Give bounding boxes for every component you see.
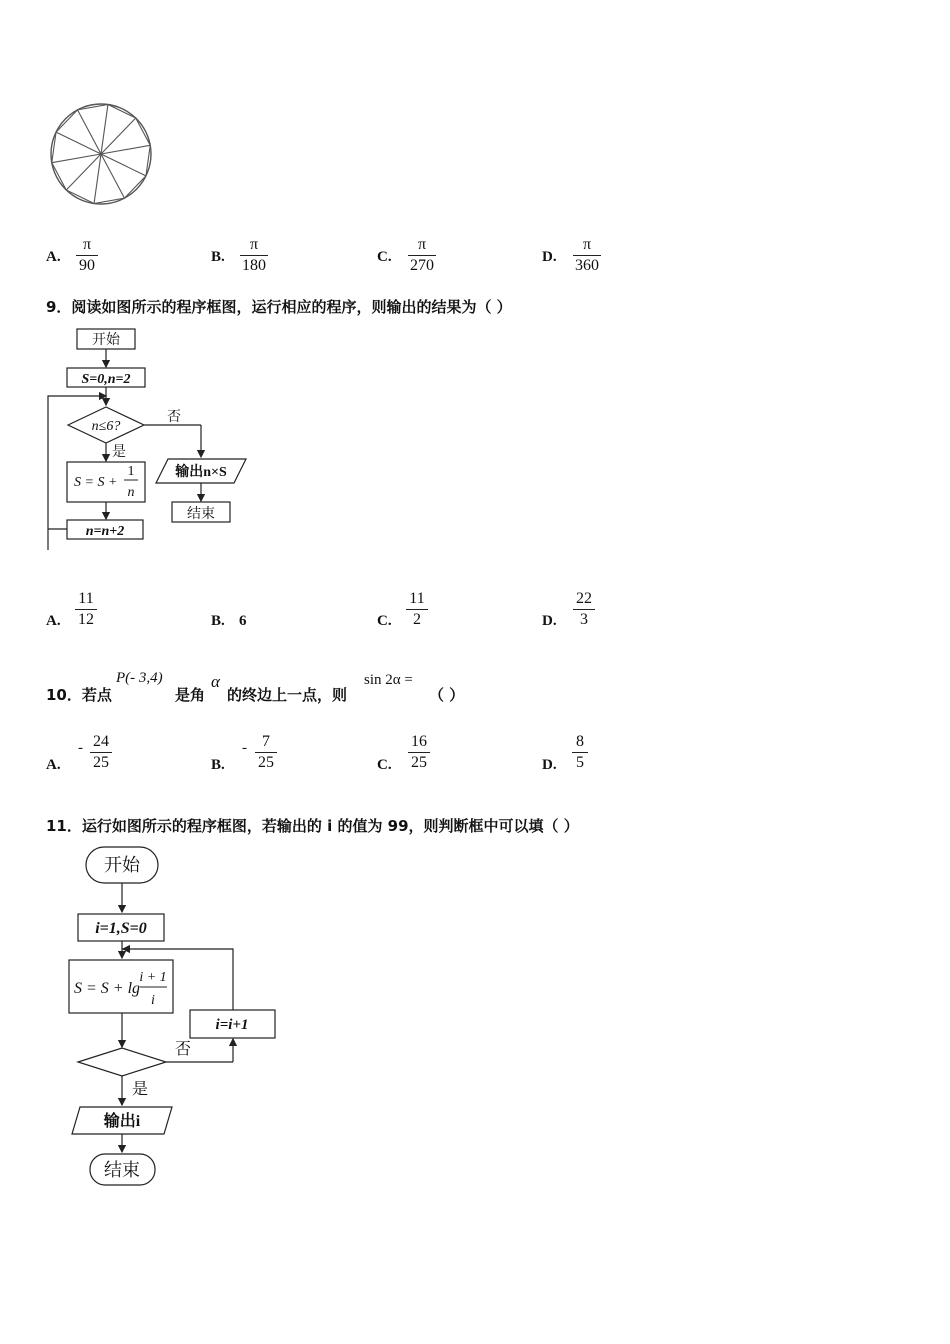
q8-option-a-fraction: π 90 (76, 236, 98, 275)
q9-yes-label: 是 (112, 445, 126, 460)
q11-output-text: 输出i (103, 1113, 141, 1130)
q9-start-text: 开始 (92, 333, 120, 348)
q10-option-a-label: A. (46, 757, 61, 773)
q10-mid: 是角 (175, 686, 206, 704)
q10-option-b-label: B. (211, 757, 225, 773)
q9-end-text: 结束 (187, 507, 215, 522)
q11-init-text: i=1,S=0 (95, 920, 147, 937)
sector-radius (101, 154, 124, 198)
q10-option-c-fraction: 16 25 (408, 733, 430, 772)
q9-option-b-value: 6 (239, 613, 247, 629)
q10-question (46, 670, 646, 710)
q9-sum-left: S = S + (74, 475, 118, 490)
sector-radius (94, 154, 101, 204)
q9-init-text: S=0,n=2 (81, 372, 131, 387)
q9-option-c-fraction: 11 2 (406, 590, 428, 629)
q9-option-c-label: C. (377, 613, 392, 629)
q8-option-b-label: B. (211, 249, 225, 265)
q9-option-d-label: D. (542, 613, 557, 629)
q8-option-b-fraction: π 180 (242, 236, 266, 274)
q11-condition-diamond (78, 1048, 166, 1076)
q9-flowchart (40, 322, 260, 558)
q11-yes-label: 是 (132, 1081, 149, 1098)
q10-mid2: 的终边上一点，则 (227, 686, 348, 704)
q8-option-c-label: C. (377, 249, 392, 265)
q9-increment-text: n=n+2 (85, 524, 125, 539)
q10-option-b-fraction: 7 25 (255, 733, 277, 772)
q11-no-label: 否 (175, 1041, 192, 1058)
q9-condition-text: n≤6? (91, 419, 121, 434)
q9-option-a-label: A. (46, 613, 61, 629)
q11-sum-numerator: i + 1 (139, 970, 167, 985)
q10-point: P(- 3,4) (116, 670, 163, 686)
sector-radius (101, 104, 108, 154)
q9-option-b-label: B. (211, 613, 225, 629)
q11-start-text: 开始 (104, 855, 140, 875)
circle-sector-figure (45, 98, 157, 210)
q11-sum-denominator: i (151, 993, 155, 1008)
q11-sum-left: S = S + lg (74, 980, 141, 997)
q11-increment-text: i=i+1 (215, 1017, 249, 1033)
q10-option-a-sign: - (78, 740, 83, 756)
q9-question-text: 9．阅读如图所示的程序框图，运行相应的程序，则输出的结果为（ ） (46, 298, 512, 316)
q10-suffix: （ ） (429, 686, 465, 704)
q8-option-d-label: D. (542, 249, 557, 265)
q10-expression: sin 2α = (364, 672, 413, 688)
q9-sum-numerator: 1 (127, 464, 135, 479)
q10-option-c-label: C. (377, 757, 392, 773)
q9-option-d-fraction: 22 3 (573, 590, 595, 629)
q8-option-a-label: A. (46, 249, 61, 265)
q9-output-text: 输出n×S (175, 465, 227, 480)
q11-flowchart (60, 842, 284, 1192)
q10-option-d-fraction: 8 5 (572, 733, 588, 772)
q8-option-c-fraction: π 270 (410, 236, 434, 274)
q10-prefix: 10．若点 (46, 686, 112, 704)
sector-radius (56, 132, 101, 154)
q9-no-label: 否 (167, 410, 181, 425)
q8-option-d-fraction: π 360 (575, 236, 599, 274)
q10-option-a-fraction: 24 25 (90, 733, 112, 772)
q9-option-a-fraction: 11 12 (75, 590, 97, 629)
q10-option-d-label: D. (542, 757, 557, 773)
q11-question-text: 11．运行如图所示的程序框图，若输出的 i 的值为 99，则判断框中可以填（ ） (46, 817, 579, 835)
q11-end-text: 结束 (104, 1160, 140, 1180)
sector-radius (101, 154, 146, 176)
q10-alpha: α (211, 672, 220, 691)
q9-sum-denominator: n (127, 485, 135, 500)
q10-option-b-sign: - (242, 740, 247, 756)
sector-radius (78, 110, 101, 154)
